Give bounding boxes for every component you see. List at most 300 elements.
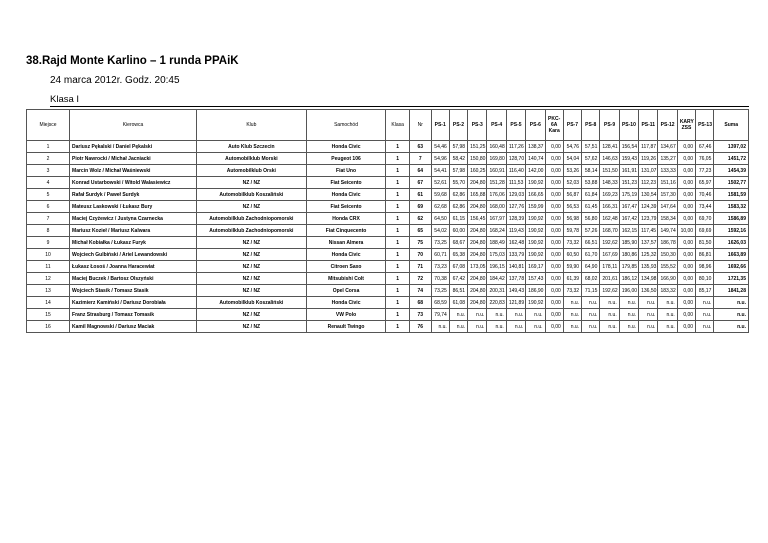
cell-pkc-kara: 0,00 — [545, 189, 563, 201]
table-row — [27, 249, 749, 261]
cell-suma: 1841,28 — [714, 285, 749, 297]
cell-ps3: 173,05 — [468, 261, 487, 273]
cell-kary-zss: 0,00 — [677, 213, 695, 225]
cell-klub: Auto Klub Szczecin — [196, 141, 306, 153]
cell-ps6: 186,90 — [526, 285, 545, 297]
header-ps3: PS-3 — [468, 110, 487, 141]
cell-ps6: 140,74 — [526, 153, 545, 165]
header-ps5: PS-5 — [506, 110, 525, 141]
cell-suma: 1454,39 — [714, 165, 749, 177]
cell-klasa: 1 — [386, 189, 410, 201]
cell-ps10: 196,00 — [619, 285, 638, 297]
cell-klub: NZ / NZ — [196, 309, 306, 321]
cell-ps2: 57,98 — [449, 165, 467, 177]
cell-nr: 67 — [410, 177, 432, 189]
cell-ps2: 68,67 — [449, 237, 467, 249]
cell-ps12: 133,33 — [658, 165, 677, 177]
table-row — [27, 297, 749, 309]
cell-ps11: 123,79 — [639, 213, 658, 225]
class-label: Klasa I — [50, 94, 80, 105]
cell-pkc-kara: 0,00 — [545, 153, 563, 165]
cell-klub: Automobilklub Orski — [196, 165, 306, 177]
header-ps4: PS-4 — [487, 110, 506, 141]
cell-klub: NZ / NZ — [196, 201, 306, 213]
cell-nr: 69 — [410, 201, 432, 213]
cell-ps8: n.u. — [582, 321, 600, 333]
cell-ps5: 117,26 — [506, 141, 525, 153]
cell-klasa: 1 — [386, 165, 410, 177]
cell-ps12: 149,74 — [658, 225, 677, 237]
cell-ps3: 160,25 — [468, 165, 487, 177]
cell-ps3: 156,45 — [468, 213, 487, 225]
cell-suma: 1397,02 — [714, 141, 749, 153]
cell-klub: NZ / NZ — [196, 285, 306, 297]
cell-ps10: 180,86 — [619, 249, 638, 261]
cell-ps12: 183,32 — [658, 285, 677, 297]
table-row — [27, 285, 749, 297]
cell-ps2: 58,42 — [449, 153, 467, 165]
cell-ps10: 185,90 — [619, 237, 638, 249]
cell-samochod: VW Polo — [306, 309, 386, 321]
cell-ps4: 151,28 — [487, 177, 506, 189]
cell-ps4: 188,49 — [487, 237, 506, 249]
cell-ps3: 204,80 — [468, 249, 487, 261]
cell-pkc-kara: 0,00 — [545, 285, 563, 297]
cell-ps4: 169,80 — [487, 153, 506, 165]
cell-ps11: 124,39 — [639, 201, 658, 213]
cell-klasa: 1 — [386, 213, 410, 225]
cell-ps4: 184,42 — [487, 273, 506, 285]
cell-kierowca: Rafał Surdyk / Paweł Surdyk — [70, 189, 197, 201]
cell-ps10: 162,15 — [619, 225, 638, 237]
cell-kierowca: Kamil Magnowski / Dariusz Maciak — [70, 321, 197, 333]
cell-ps3: 204,80 — [468, 201, 487, 213]
cell-miejsce: 15 — [27, 309, 70, 321]
cell-ps11: n.u. — [639, 297, 658, 309]
document-date: 24 marca 2012r. Godz. 20:45 — [50, 75, 180, 86]
cell-ps9: 148,33 — [600, 177, 619, 189]
cell-klasa: 1 — [386, 321, 410, 333]
table-row — [27, 273, 749, 285]
cell-ps6: 190,92 — [526, 177, 545, 189]
cell-kierowca: Maciej Czyżewicz / Justyna Czarnecka — [70, 213, 197, 225]
cell-ps6: n.u. — [526, 321, 545, 333]
cell-ps11: 137,57 — [639, 237, 658, 249]
cell-ps5: 127,76 — [506, 201, 525, 213]
cell-samochod: Honda Civic — [306, 189, 386, 201]
cell-ps10: 159,43 — [619, 153, 638, 165]
cell-ps2: 65,38 — [449, 249, 467, 261]
cell-ps12: n.u. — [658, 309, 677, 321]
cell-ps8: 66,51 — [582, 237, 600, 249]
cell-ps1: 54,41 — [431, 165, 449, 177]
cell-ps11: n.u. — [639, 309, 658, 321]
cell-samochod: Honda Civic — [306, 297, 386, 309]
cell-nr: 73 — [410, 309, 432, 321]
cell-kary-zss: 0,00 — [677, 297, 695, 309]
cell-pkc-kara: 0,00 — [545, 273, 563, 285]
cell-ps5: 128,39 — [506, 213, 525, 225]
header-ps1: PS-1 — [431, 110, 449, 141]
cell-samochod: Peugeot 106 — [306, 153, 386, 165]
cell-kierowca: Wojciech Stasik / Tomasz Stasik — [70, 285, 197, 297]
cell-ps6: 142,00 — [526, 165, 545, 177]
cell-miejsce: 12 — [27, 273, 70, 285]
cell-klasa: 1 — [386, 153, 410, 165]
cell-kierowca: Wojciech Gulbiński / Ariel Lewandowski — [70, 249, 197, 261]
cell-ps9: 168,70 — [600, 225, 619, 237]
cell-pkc-kara: 0,00 — [545, 141, 563, 153]
cell-ps5: 129,03 — [506, 189, 525, 201]
cell-ps2: 61,08 — [449, 297, 467, 309]
cell-ps2: 60,00 — [449, 225, 467, 237]
cell-ps1: 54,46 — [431, 141, 449, 153]
cell-klasa: 1 — [386, 201, 410, 213]
cell-kary-zss: 0,00 — [677, 309, 695, 321]
cell-kierowca: Marcin Wolz / Michał Waśniewski — [70, 165, 197, 177]
cell-ps7: n.u. — [563, 297, 581, 309]
cell-ps2: 57,98 — [449, 141, 467, 153]
cell-ps10: n.u. — [619, 297, 638, 309]
cell-ps8: 53,88 — [582, 177, 600, 189]
cell-miejsce: 6 — [27, 201, 70, 213]
cell-ps4: 196,15 — [487, 261, 506, 273]
cell-nr: 75 — [410, 237, 432, 249]
cell-ps4: 176,06 — [487, 189, 506, 201]
cell-ps13: 67,46 — [696, 141, 714, 153]
cell-ps1: 79,74 — [431, 309, 449, 321]
cell-ps4: 175,03 — [487, 249, 506, 261]
cell-ps12: 151,16 — [658, 177, 677, 189]
table-header-row — [27, 110, 749, 141]
cell-ps1: 62,68 — [431, 201, 449, 213]
cell-ps5: 162,48 — [506, 237, 525, 249]
cell-ps12: 158,34 — [658, 213, 677, 225]
cell-ps4: 168,00 — [487, 201, 506, 213]
cell-nr: 70 — [410, 249, 432, 261]
cell-ps12: n.u. — [658, 297, 677, 309]
cell-ps10: n.u. — [619, 309, 638, 321]
table-row — [27, 309, 749, 321]
cell-ps1: 59,68 — [431, 189, 449, 201]
cell-ps11: 130,54 — [639, 189, 658, 201]
cell-ps12: 157,30 — [658, 189, 677, 201]
cell-ps3: 150,80 — [468, 153, 487, 165]
cell-ps1: 73,23 — [431, 261, 449, 273]
cell-ps8: n.u. — [582, 297, 600, 309]
cell-ps10: 167,47 — [619, 201, 638, 213]
cell-ps8: 71,15 — [582, 285, 600, 297]
cell-ps10: n.u. — [619, 321, 638, 333]
cell-ps6: 190,92 — [526, 225, 545, 237]
cell-nr: 71 — [410, 261, 432, 273]
cell-ps8: 61,45 — [582, 201, 600, 213]
table-row — [27, 213, 749, 225]
cell-suma: 1586,89 — [714, 213, 749, 225]
cell-ps8: 57,62 — [582, 153, 600, 165]
cell-ps9: n.u. — [600, 297, 619, 309]
cell-ps9: 128,41 — [600, 141, 619, 153]
cell-klub: Automobilklub Koszaliński — [196, 297, 306, 309]
cell-nr: 64 — [410, 165, 432, 177]
cell-kary-zss: 10,00 — [677, 225, 695, 237]
cell-ps5: n.u. — [506, 309, 525, 321]
cell-ps12: 166,90 — [658, 273, 677, 285]
cell-ps3: 204,80 — [468, 177, 487, 189]
header-ps10: PS-10 — [619, 110, 638, 141]
cell-pkc-kara: 0,00 — [545, 249, 563, 261]
cell-suma: 1592,16 — [714, 225, 749, 237]
header-pkc-kara — [545, 110, 563, 141]
header-ps7: PS-7 — [563, 110, 581, 141]
header-ps8: PS-8 — [582, 110, 600, 141]
header-nr: Nr — [410, 110, 432, 141]
cell-ps9: 167,69 — [600, 249, 619, 261]
cell-ps2: 86,51 — [449, 285, 467, 297]
cell-pkc-kara: 0,00 — [545, 165, 563, 177]
cell-klasa: 1 — [386, 225, 410, 237]
cell-kierowca: Dariusz Pękalski / Daniel Pękalski — [70, 141, 197, 153]
cell-pkc-kara: 0,00 — [545, 297, 563, 309]
cell-nr: 63 — [410, 141, 432, 153]
cell-miejsce: 3 — [27, 165, 70, 177]
cell-pkc-kara: 0,00 — [545, 309, 563, 321]
cell-nr: 7 — [410, 153, 432, 165]
cell-ps5: n.u. — [506, 321, 525, 333]
cell-kierowca: Piotr Nawrocki / Michał Jacniacki — [70, 153, 197, 165]
cell-ps12: 134,67 — [658, 141, 677, 153]
header-pkc-line2: 6A — [550, 122, 558, 128]
cell-samochod: Nissan Almera — [306, 237, 386, 249]
cell-kary-zss: 0,00 — [677, 153, 695, 165]
cell-suma: 1451,72 — [714, 153, 749, 165]
cell-ps11: 117,87 — [639, 141, 658, 153]
cell-samochod: Honda Civic — [306, 141, 386, 153]
cell-ps2: 67,08 — [449, 261, 467, 273]
document-title: 38.Rajd Monte Karlino – 1 runda PPAiK — [26, 55, 239, 67]
cell-ps2: n.u. — [449, 309, 467, 321]
header-kary-line2: ZSS — [681, 125, 692, 131]
cell-ps6: 190,92 — [526, 297, 545, 309]
cell-ps7: 54,76 — [563, 141, 581, 153]
table-row — [27, 177, 749, 189]
cell-kierowca: Łukasz Łosoś / Joanna Haracewiat — [70, 261, 197, 273]
cell-kary-zss: 0,00 — [677, 285, 695, 297]
cell-ps8: 68,02 — [582, 273, 600, 285]
cell-miejsce: 16 — [27, 321, 70, 333]
table-row — [27, 165, 749, 177]
cell-klasa: 1 — [386, 297, 410, 309]
cell-ps9: 151,50 — [600, 165, 619, 177]
cell-ps10: 151,23 — [619, 177, 638, 189]
cell-klasa: 1 — [386, 141, 410, 153]
table-row — [27, 237, 749, 249]
header-ps6: PS-6 — [526, 110, 545, 141]
cell-ps3: 151,25 — [468, 141, 487, 153]
cell-pkc-kara: 0,00 — [545, 177, 563, 189]
cell-kary-zss: 0,00 — [677, 237, 695, 249]
table-row — [27, 225, 749, 237]
cell-suma: 1502,77 — [714, 177, 749, 189]
cell-klasa: 1 — [386, 309, 410, 321]
cell-ps7: 59,78 — [563, 225, 581, 237]
cell-kierowca: Maciej Buczek / Bartosz Olszyński — [70, 273, 197, 285]
cell-ps6: n.u. — [526, 309, 545, 321]
table-row — [27, 321, 749, 333]
cell-suma: 1581,59 — [714, 189, 749, 201]
cell-ps9: n.u. — [600, 309, 619, 321]
cell-ps13: 85,17 — [696, 285, 714, 297]
cell-pkc-kara: 0,00 — [545, 237, 563, 249]
cell-nr: 65 — [410, 225, 432, 237]
cell-ps9: 201,61 — [600, 273, 619, 285]
cell-klub: Automobilklub Koszaliński — [196, 189, 306, 201]
cell-ps4: 168,24 — [487, 225, 506, 237]
cell-ps12: 147,64 — [658, 201, 677, 213]
header-ps11: PS-11 — [639, 110, 658, 141]
cell-samochod: Fiat Cinquecento — [306, 225, 386, 237]
cell-nr: 72 — [410, 273, 432, 285]
cell-ps5: 116,40 — [506, 165, 525, 177]
cell-kary-zss: 0,00 — [677, 261, 695, 273]
cell-ps11: n.u. — [639, 321, 658, 333]
cell-ps9: 192,62 — [600, 285, 619, 297]
cell-ps4: n.u. — [487, 321, 506, 333]
header-klasa: Klasa — [386, 110, 410, 141]
cell-ps9: n.u. — [600, 321, 619, 333]
cell-ps3: 204,80 — [468, 273, 487, 285]
cell-klub: Automobilklub Morski — [196, 153, 306, 165]
cell-ps10: 175,19 — [619, 189, 638, 201]
cell-nr: 68 — [410, 297, 432, 309]
cell-ps5: 121,89 — [506, 297, 525, 309]
cell-kary-zss: 0,00 — [677, 249, 695, 261]
cell-ps2: n.u. — [449, 321, 467, 333]
cell-klasa: 1 — [386, 237, 410, 249]
cell-samochod: Fiat Uno — [306, 165, 386, 177]
cell-nr: 61 — [410, 189, 432, 201]
cell-ps5: 119,43 — [506, 225, 525, 237]
cell-miejsce: 7 — [27, 213, 70, 225]
cell-kary-zss: 0,00 — [677, 165, 695, 177]
cell-ps2: 55,70 — [449, 177, 467, 189]
cell-ps5: 133,79 — [506, 249, 525, 261]
cell-ps13: 69,69 — [696, 225, 714, 237]
cell-klasa: 1 — [386, 177, 410, 189]
cell-ps6: 166,65 — [526, 189, 545, 201]
cell-kary-zss: 0,00 — [677, 189, 695, 201]
header-ps12: PS-12 — [658, 110, 677, 141]
cell-ps8: 57,26 — [582, 225, 600, 237]
cell-ps2: 67,42 — [449, 273, 467, 285]
table-row — [27, 261, 749, 273]
cell-ps1: n.u. — [431, 321, 449, 333]
cell-ps13: 80,10 — [696, 273, 714, 285]
cell-ps6: 190,92 — [526, 237, 545, 249]
cell-ps8: 61,84 — [582, 189, 600, 201]
cell-ps8: 64,90 — [582, 261, 600, 273]
cell-kary-zss: 0,00 — [677, 177, 695, 189]
cell-klasa: 1 — [386, 273, 410, 285]
cell-suma: 1583,32 — [714, 201, 749, 213]
cell-suma: n.u. — [714, 321, 749, 333]
cell-ps7: 54,04 — [563, 153, 581, 165]
cell-ps11: 135,93 — [639, 261, 658, 273]
cell-suma: 1692,66 — [714, 261, 749, 273]
cell-kary-zss: 0,00 — [677, 141, 695, 153]
cell-ps6: 190,92 — [526, 213, 545, 225]
cell-samochod: Honda Civic — [306, 249, 386, 261]
cell-samochod: Citroen Saxo — [306, 261, 386, 273]
cell-ps3: 204,80 — [468, 297, 487, 309]
cell-ps13: 76,05 — [696, 153, 714, 165]
cell-pkc-kara: 0,00 — [545, 201, 563, 213]
cell-miejsce: 2 — [27, 153, 70, 165]
cell-klub: NZ / NZ — [196, 237, 306, 249]
cell-miejsce: 11 — [27, 261, 70, 273]
cell-samochod: Fiat Seicento — [306, 201, 386, 213]
cell-ps6: 169,17 — [526, 261, 545, 273]
cell-ps1: 54,02 — [431, 225, 449, 237]
cell-ps1: 54,96 — [431, 153, 449, 165]
cell-ps12: 186,78 — [658, 237, 677, 249]
cell-samochod: Fiat Seicento — [306, 177, 386, 189]
cell-ps3: 165,88 — [468, 189, 487, 201]
cell-ps3: 204,80 — [468, 285, 487, 297]
cell-ps5: 140,81 — [506, 261, 525, 273]
header-ps2: PS-2 — [449, 110, 467, 141]
cell-ps13: n.u. — [696, 309, 714, 321]
cell-ps8: 61,70 — [582, 249, 600, 261]
cell-ps13: 70,46 — [696, 189, 714, 201]
table-row — [27, 189, 749, 201]
cell-ps11: 131,07 — [639, 165, 658, 177]
cell-ps3: n.u. — [468, 321, 487, 333]
cell-ps1: 52,61 — [431, 177, 449, 189]
cell-samochod: Renault Twingo — [306, 321, 386, 333]
cell-ps10: 156,54 — [619, 141, 638, 153]
cell-ps13: 73,44 — [696, 201, 714, 213]
cell-miejsce: 8 — [27, 225, 70, 237]
cell-ps4: 160,91 — [487, 165, 506, 177]
cell-ps8: n.u. — [582, 309, 600, 321]
cell-miejsce: 9 — [27, 237, 70, 249]
cell-suma: 1721,35 — [714, 273, 749, 285]
cell-samochod: Mitsubishi Colt — [306, 273, 386, 285]
cell-ps3: 204,80 — [468, 237, 487, 249]
cell-klub: NZ / NZ — [196, 321, 306, 333]
cell-ps9: 192,62 — [600, 237, 619, 249]
cell-ps4: 220,83 — [487, 297, 506, 309]
cell-ps3: 204,80 — [468, 225, 487, 237]
header-klub: Klub — [196, 110, 306, 141]
cell-nr: 74 — [410, 285, 432, 297]
header-kary-line1: KARY — [679, 119, 694, 125]
cell-ps9: 169,23 — [600, 189, 619, 201]
cell-ps12: n.u. — [658, 321, 677, 333]
cell-ps13: 98,96 — [696, 261, 714, 273]
cell-kierowca: Konrad Ustarbowski / Witold Walasiewicz — [70, 177, 197, 189]
table-row — [27, 153, 749, 165]
results-body — [27, 141, 749, 333]
cell-kierowca: Franz Strasburg / Tomasz Tomasik — [70, 309, 197, 321]
cell-ps13: 86,81 — [696, 249, 714, 261]
cell-ps11: 112,23 — [639, 177, 658, 189]
cell-ps5: 137,78 — [506, 273, 525, 285]
cell-ps6: 157,43 — [526, 273, 545, 285]
cell-kary-zss: 0,00 — [677, 273, 695, 285]
cell-ps13: 69,70 — [696, 213, 714, 225]
